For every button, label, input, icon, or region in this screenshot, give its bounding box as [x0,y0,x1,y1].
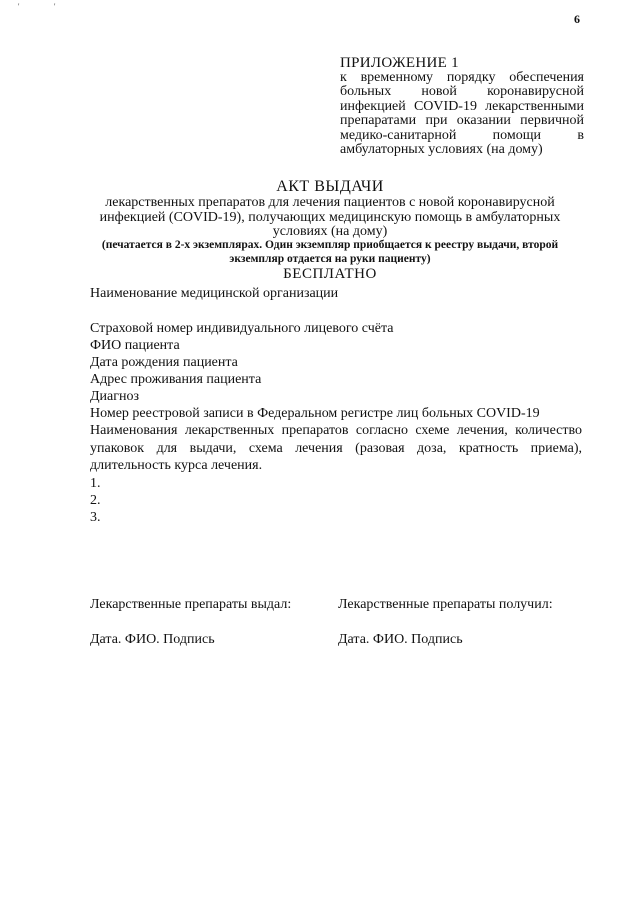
appendix-block [340,56,584,158]
act-note: (печатается в 2-х экземплярах. Один экземпляр приобщается к реестру выдачи, второй экземпляр отдается на руки пациенту) [101,239,559,265]
issued-signature: Дата. ФИО. Подпись [90,632,215,647]
list-item-3: 3. [90,509,101,525]
appendix-text: к временному порядку обеспечения больных новой коронавирусной инфекцией COVID-19 лекарственными препаратами при оказании первичной медико-санитарной помощи в амбулаторных условиях (на дому) [340,69,584,157]
act-subtitle: лекарственных препаратов для лечения пациентов с новой коронавирусной инфекцией (COVID-19), получающих медицинскую помощь в амбулаторных условиях (на дому) [99,195,561,239]
appendix-title: ПРИЛОЖЕНИЕ 1 [340,55,459,71]
issued-label: Лекарственные препараты выдал: [90,597,292,612]
received-signature: Дата. ФИО. Подпись [338,632,463,647]
field-snils: Страховой номер индивидуального лицевого счёта [90,321,394,336]
field-address: Адрес проживания пациента [90,372,262,387]
field-org-name: Наименование медицинской организации [90,286,339,301]
field-patient-name: ФИО пациента [90,338,180,353]
received-label: Лекарственные препараты получил: [338,597,553,612]
field-registry-number: Номер реестровой записи в Федеральном регистре лиц больных COVID-19 [90,406,540,421]
act-title: АКТ ВЫДАЧИ [276,178,384,195]
list-item-1: 1. [90,475,101,491]
scan-mark-left: ' [18,2,20,11]
field-birth-date: Дата рождения пациента [90,355,238,370]
scan-mark-right: ' [54,2,56,11]
field-drugs-info: Наименования лекарственных препаратов согласно схеме лечения, количество упаковок для выдачи, схема лечения (разовая доза, кратность приема), длительность курса лечения. [90,423,582,473]
patient-fields [90,320,582,526]
page-number: 6 [574,12,580,26]
list-item-2: 2. [90,492,101,508]
free-label: БЕСПЛАТНО [283,266,377,282]
field-diagnosis: Диагноз [90,389,140,404]
